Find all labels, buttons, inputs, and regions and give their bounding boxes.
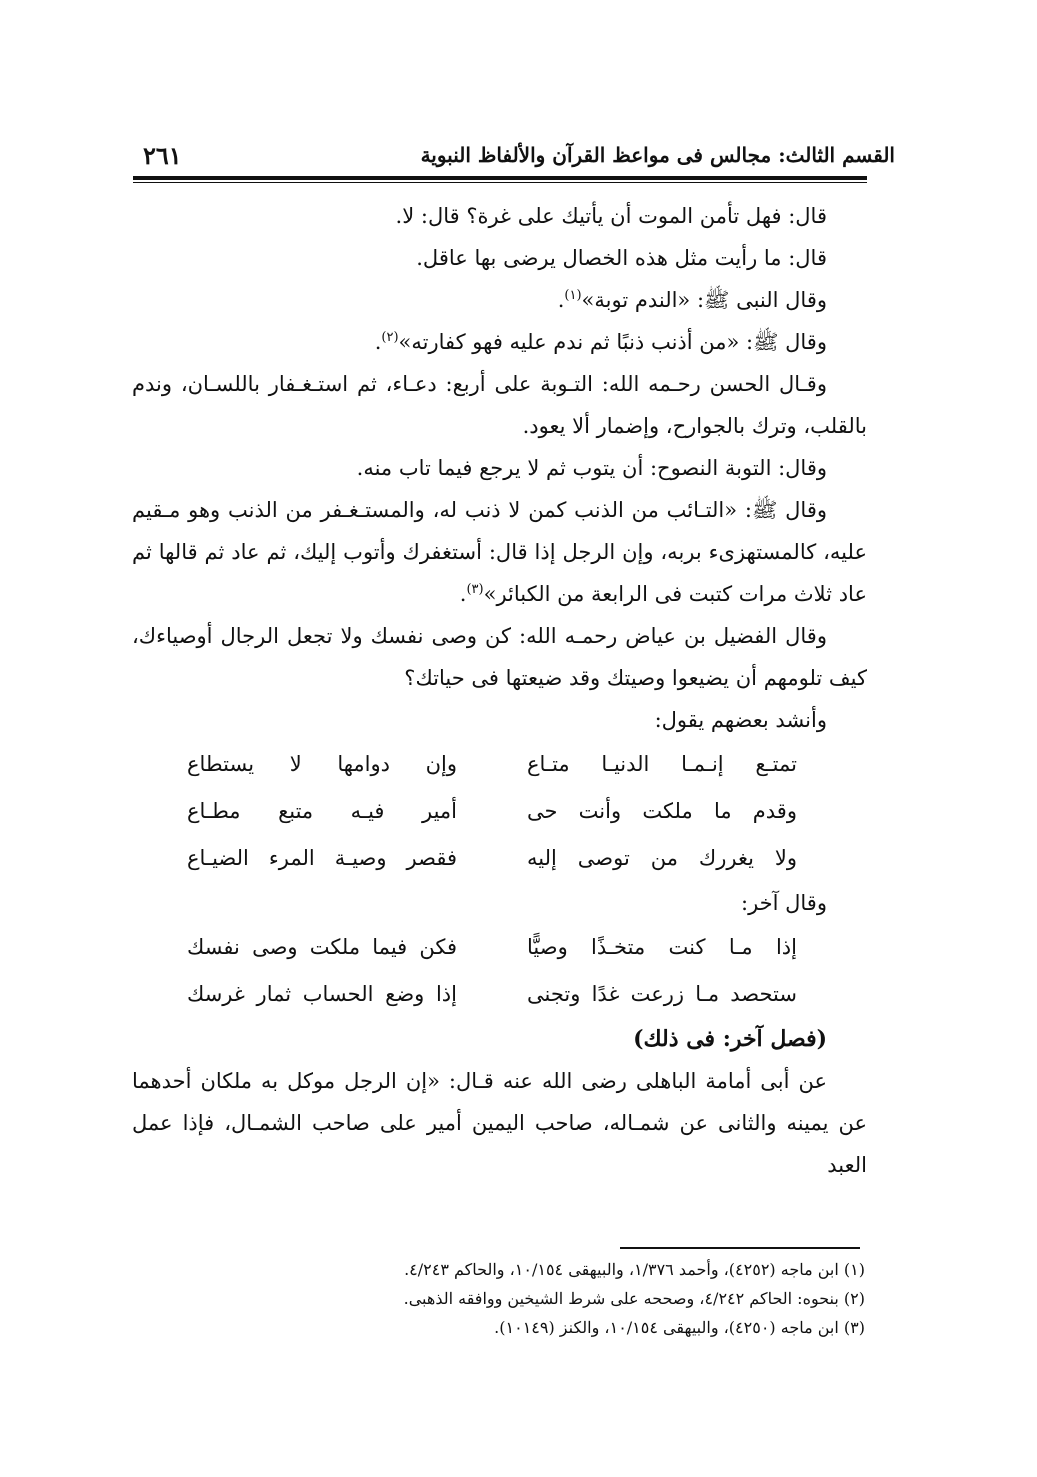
paragraph-text: وقال ﷺ: «من أذنب ذنبًا ثم ندم عليه فهو كفارته» xyxy=(398,330,827,354)
verse-second-hemistich: وإن دوامها لا يستطاع xyxy=(187,752,457,776)
paragraph: عن أبى أمامة الباهلى رضى الله عنه قـال: «إن الرجل موكل به ملكان أحدهما عن يمينه والثانى عن شمـاله، صاحب اليمين أمير على صاحب الشمـال، فإذا عمل العبد xyxy=(132,1069,867,1177)
page-number: ٢٦١ xyxy=(143,141,182,170)
punctuation: . xyxy=(459,582,467,606)
footnotes xyxy=(165,1255,865,1342)
punctuation: . xyxy=(374,330,382,354)
paragraph: وقال الفضيل بن عياض رحمـه الله: كن وصى نفسك ولا تجعل الرجال أوصياءك، كيف تلومهم أن يضيعوا وصيتك وقد ضيعتها فى حياتك؟ xyxy=(132,624,867,690)
verse-first-hemistich: تمتـع إنـمـا الدنيـا متـاع xyxy=(527,752,797,776)
paragraph-text: وقال النبى ﷺ: «الندم توبة» xyxy=(581,288,827,312)
footnote: (١) ابن ماجه (٤٢٥٢)، وأحمد ١/٣٧٦، والبيهقى ١٠/١٥٤، والحاكم ٤/٢٤٣. xyxy=(404,1260,865,1279)
poem xyxy=(132,741,867,882)
verse-first-hemistich: وقدم ما ملكت وأنت حى xyxy=(527,799,797,823)
footnote-ref: (٢) xyxy=(381,330,399,345)
verse-second-hemistich: إذا وضع الحساب ثمار غرسك xyxy=(187,982,457,1006)
header-rule-thin xyxy=(133,182,867,183)
paragraph: وقال آخر: xyxy=(741,891,827,915)
paragraph: وقـال الحسن رحـمه الله: التـوبة على أربع: دعـاء، ثم استـغـفار باللسـان، وندم بالقلب، وترك بالجوارح، وإضمار ألا يعود. xyxy=(132,372,867,438)
punctuation: . xyxy=(557,288,565,312)
paragraph: قال: ما رأيت مثل هذه الخصال يرضى بها عاقل. xyxy=(416,246,827,270)
paragraph: وقال: التوبة النصوح: أن يتوب ثم لا يرجع فيما تاب منه. xyxy=(356,456,827,480)
verse-second-hemistich: فقصر وصيـة المرء الضيـاع xyxy=(187,846,457,870)
verse-line xyxy=(187,741,797,788)
verse-line xyxy=(187,835,797,882)
paragraph xyxy=(132,279,867,321)
verse-line xyxy=(187,788,797,835)
poem xyxy=(132,924,867,1018)
footnote: (٢) بنحوه: الحاكم ٤/٢٤٢، وصححه على شرط الشيخين ووافقه الذهبى. xyxy=(403,1289,865,1308)
main-text xyxy=(132,195,867,1186)
running-title: القسم الثالث: مجالس فى مواعظ القرآن والألفاظ النبوية xyxy=(420,143,895,167)
paragraph xyxy=(132,321,867,363)
paragraph-text: وقال ﷺ: «التـائب من الذنب كمن لا ذنب له، والمستـغـفر من الذنب وهو مـقيم عليه، كالمستهزىء بربه، وإن الرجل إذا قال: أستغفرك وأتوب إليك، ثم عاد ثم قالها ثم عاد ثلاث مرات كتبت فى الرابعة من الكبائر» xyxy=(132,498,867,606)
paragraph xyxy=(132,489,867,615)
verse-second-hemistich: أمير فيـه متبع مطـاع xyxy=(187,799,457,823)
section-heading: (فصل آخر: فى ذلك) xyxy=(633,1026,827,1052)
verse-second-hemistich: فكن فيما ملكت وصى نفسك xyxy=(187,935,457,959)
footnote-ref: (٣) xyxy=(466,582,484,597)
verse-line xyxy=(187,924,797,971)
verse-line xyxy=(187,971,797,1018)
footnote: (٣) ابن ماجه (٤٢٥٠)، والبيهقى ١٠/١٥٤، والكنز (١٠١٤٩). xyxy=(494,1318,865,1337)
page-header xyxy=(135,143,895,177)
header-rule xyxy=(133,176,867,180)
paragraph: وأنشد بعضهم يقول: xyxy=(654,708,827,732)
verse-first-hemistich: ولا يغررك من توصى إليه xyxy=(527,846,797,870)
paragraph: قال: فهل تأمن الموت أن يأتيك على غرة؟ قال: لا. xyxy=(395,204,827,228)
footnote-rule xyxy=(620,1247,860,1249)
footnote-ref: (١) xyxy=(564,288,582,303)
verse-first-hemistich: ستحصد مـا زرعت غدًا وتجنى xyxy=(527,982,797,1006)
verse-first-hemistich: إذا مـا كنت متخـذًا وصيًّا xyxy=(527,935,797,959)
